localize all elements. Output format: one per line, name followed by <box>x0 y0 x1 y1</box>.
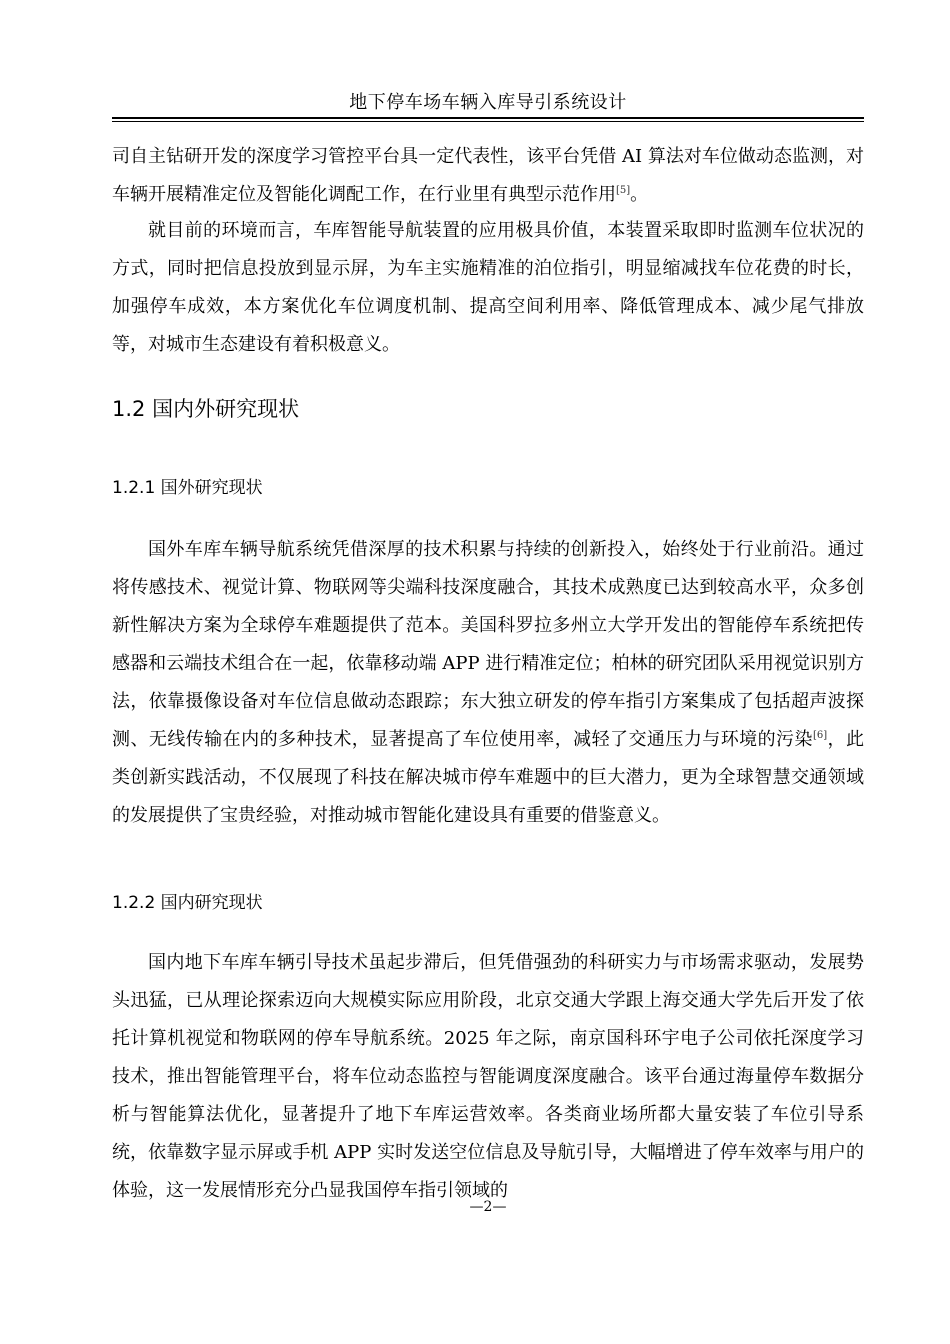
paragraph-text: 国外车库车辆导航系统凭借深厚的技术积累与持续的创新投入，始终处于行业前沿。通过将传感技术、视觉计算、物联网等尖端科技深度融合，其技术成熟度已达到较高水平，众多创新性解决方案为全球停车难题提供了范本。美国科罗拉多州立大学开发出的智能停车系统把传感器和云端技术组合在一起，依靠移动端 APP 进行精准定位；柏林的研究团队采用视觉识别方法，依靠摄像设备对车位信息做动态跟踪；东大独立研发的停车指引方案集成了包括超声波探测、无线传输在内的多种技术，显著提高了车位使用率，减轻了交通压力与环境的污染 <box>112 539 864 750</box>
running-header-title: 地下停车场车辆入库导引系统设计 <box>349 92 627 113</box>
paragraph-text-continued: ，此类创新实践活动，不仅展现了科技在解决城市停车难题中的巨大潜力，更为全球智慧交通领域的发展提供了宝贵经验，对推动城市智能化建设具有重要的借鉴意义。 <box>112 729 865 826</box>
header-divider-thick <box>112 117 864 119</box>
paragraph-significance: 就目前的环境而言，车库智能导航装置的应用极具价值，本装置采取即时监测车位状况的方式，同时把信息投放到显示屏，为车主实施精准的泊位指引，明显缩减找车位花费的时长，加强停车成效，本方案优化车位调度机制、提高空间利用率、降低管理成本、减少尾气排放等，对城市生态建设有着积极意义。 <box>112 220 864 355</box>
section-heading-1-2: 1.2 国内外研究现状 <box>112 397 300 421</box>
page-number: —2— <box>469 1199 507 1215</box>
paragraph-domestic-research: 国内地下车库车辆引导技术虽起步滞后，但凭借强劲的科研实力与市场需求驱动，发展势头迅猛，已从理论探索迈向大规模实际应用阶段，北京交通大学跟上海交通大学先后开发了依托计算机视觉和物联网的停车导航系统。2025 年之际，南京国科环宇电子公司依托深度学习技术，推出智能管理平台，将车位动态监控与智能调度深度融合。该平台通过海量停车数据分析与智能算法优化，显著提升了地下车库运营效率。各类商业场所都大量安装了车位引导系统，依靠数字显示屏或手机 APP 实时发送空位信息及导航引导，大幅增进了停车效率与用户的体验，这一发展情形充分凸显我国停车指引领域的 <box>112 952 864 1201</box>
header-divider-thin <box>112 121 864 122</box>
citation-5: [5] <box>616 185 631 196</box>
paragraph-text: 司自主钻研开发的深度学习管控平台具一定代表性，该平台凭借 AI 算法对车位做动态监测，对车辆开展精准定位及智能化调配工作，在行业里有典型示范作用 <box>112 146 864 205</box>
paragraph-end: 。 <box>630 184 649 205</box>
paragraph-continued <box>112 138 864 214</box>
section-heading-1-2-2: 1.2.2 国内研究现状 <box>112 893 263 913</box>
paragraph-foreign-research <box>112 531 864 835</box>
section-heading-1-2-1: 1.2.1 国外研究现状 <box>112 478 263 498</box>
citation-6: [6] <box>812 730 828 741</box>
